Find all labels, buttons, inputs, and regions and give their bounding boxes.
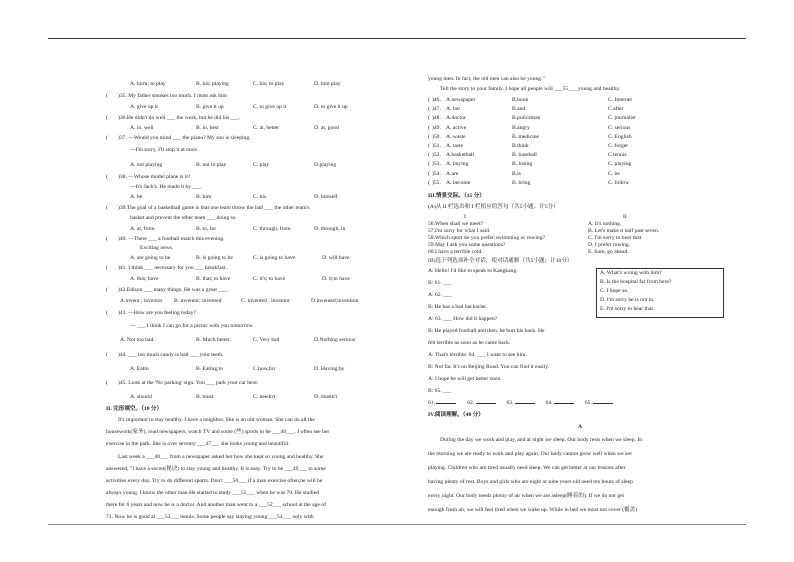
- option: B. must: [196, 394, 214, 400]
- option: B. not to play: [196, 162, 227, 168]
- option: C.how,for: [253, 366, 276, 372]
- paren: (: [106, 93, 108, 99]
- cloze-option: A. waste: [446, 133, 466, 140]
- option: C. is going to have: [253, 255, 296, 261]
- option: C. invented ; inventor: [241, 298, 290, 304]
- question-35: )35. My father smokes too much. I must ask him: [118, 93, 227, 99]
- question-43: )43. —How are you feeling today?: [118, 310, 196, 316]
- cloze-option: B. baseball: [512, 152, 537, 159]
- question-39-cont: basket and prevent the other team ___ doing so: [130, 215, 236, 221]
- answer-blank[interactable]: [593, 403, 613, 404]
- option: B. is going to be: [196, 255, 233, 261]
- option: A. this; have: [130, 276, 159, 282]
- box-option: B. Is the hospital far from here?: [600, 279, 672, 285]
- option: B. that; to have: [196, 276, 231, 282]
- dialogue-line: felt terrible as soon as he came back.: [428, 340, 511, 346]
- cloze-option: B.think: [512, 143, 529, 149]
- option: B. inventor; invented: [174, 298, 222, 304]
- option: C. play: [253, 162, 270, 168]
- answer-blank[interactable]: [436, 403, 456, 404]
- match-question: 59.May I ask you some questions?: [428, 242, 506, 248]
- cloze-option: B.book: [512, 97, 529, 103]
- passage-line: answered, "I have a secret(秘诀) to stay young and healthy. It is easy. Try to be ___49___ in some: [106, 466, 326, 472]
- option: A. in, well: [130, 125, 154, 131]
- answer-blank[interactable]: [476, 403, 496, 404]
- cloze-option: C. journalist: [608, 115, 636, 122]
- match-answer: A. It's nothing.: [588, 221, 622, 227]
- option: A. give up it: [130, 104, 158, 110]
- paren: (: [106, 236, 108, 242]
- blank-label: 64.: [545, 400, 553, 406]
- option: D. to give it up: [314, 104, 348, 110]
- cloze-option: C. forget: [608, 143, 628, 149]
- cloze-option: A. active: [446, 124, 467, 131]
- match-answer: B. Let's make it half past seven.: [588, 228, 660, 234]
- paren: (: [428, 179, 430, 186]
- passage-line: enough fresh air, we will feel tired when we wake up. While in bed we must not cover (覆盖): [428, 507, 638, 513]
- cloze-option: A. become: [446, 179, 471, 186]
- option: A. Eatin: [130, 366, 149, 372]
- answer-blank-row: [428, 401, 613, 407]
- section-heading: III.情景交际。（15 分）: [428, 193, 485, 199]
- paren: (: [106, 310, 108, 316]
- cloze-option: A. but: [446, 106, 460, 113]
- cloze-number: )48.: [432, 115, 441, 122]
- passage-line: During the day we work and play, and at night we sleep. Our body rests when we sleep. In: [440, 437, 643, 443]
- instruction: (B)选下列选项补全对话，使对话通顺（共5小题；计10分）: [428, 258, 573, 264]
- option: D. himself: [314, 194, 338, 200]
- cloze-option: C. Internet: [608, 97, 632, 103]
- passage-line: the morning we are ready to work and play again. Our body cannot grow well when we are: [428, 451, 632, 457]
- cloze-number: )51.: [432, 143, 441, 149]
- option: D. it;to have: [322, 276, 350, 282]
- option: B. his; playing: [196, 81, 229, 87]
- question-43-reply: — ___ I think I can go for a picnic with you tomorrow.: [130, 323, 254, 329]
- option: C. his: [253, 194, 267, 200]
- match-question: 58.Which sport do you prefer:swimming or rowing?: [428, 235, 545, 241]
- match-answer: C. I'm sorry to hear that.: [588, 235, 643, 241]
- blank-label: 65.: [584, 400, 592, 406]
- option: D.invented;invention: [311, 298, 359, 304]
- box-option: C. I hope so.: [600, 288, 629, 294]
- option: D.Nothing serious: [314, 337, 356, 343]
- dialogue-line: A: That's terrible. 64. ___ I want to see him.: [428, 352, 527, 358]
- option: C. his; to play: [253, 81, 285, 87]
- dialogue-line: B: 65. ___: [428, 388, 452, 394]
- cloze-option: A.are: [446, 170, 459, 177]
- cloze-option: B.and: [512, 106, 526, 113]
- passage-line: Last week a ___48___ from a newspaper asked her how she kept so young and healthy. She: [118, 454, 324, 460]
- cloze-number: )52.: [432, 152, 441, 159]
- option: C. at, better: [253, 125, 280, 131]
- blank-label: 61.: [428, 400, 435, 406]
- paren: (: [428, 133, 430, 140]
- options-box: [596, 268, 724, 318]
- paren: (: [428, 143, 430, 149]
- question-37-reply: —I'm sorry, I'll stop it at once.: [130, 147, 199, 153]
- paren: (: [428, 170, 430, 177]
- option: C. through, from: [253, 226, 291, 232]
- cloze-number: )46.: [432, 97, 441, 103]
- passage-line: 71. Now he is good at ___53___ tennis. Some people say staying young ___54___ only with: [106, 514, 314, 520]
- paren: (: [428, 152, 430, 159]
- paren: (: [106, 174, 108, 180]
- dialogue-line: B: Not far. It's on Beijing Road. You can find it easily.: [428, 364, 550, 370]
- match-question: 60.I have a terrible cold.: [428, 249, 483, 255]
- passage-line: there for 6 years and now he is a doctor. And another man went to a ___52___ school at the age of: [106, 502, 326, 508]
- answer-blank[interactable]: [515, 403, 535, 404]
- cloze-option: B. medicine: [512, 133, 540, 140]
- passage-line: every night. Our body needs plenty of air when we are asleep(睡着的). If we do not get: [428, 493, 625, 499]
- cloze-option: C. English: [608, 133, 632, 140]
- question-40-reply: Exciting news.: [140, 245, 174, 251]
- cloze-option: C. serious: [608, 124, 631, 131]
- box-option: E. I'm sorry to hear that.: [600, 306, 655, 312]
- paren: (: [428, 124, 430, 131]
- option: B. him: [196, 194, 212, 200]
- paren: (: [106, 265, 108, 271]
- cloze-number: )55.: [432, 179, 441, 186]
- option: D. through, in: [314, 226, 346, 232]
- paren: (: [428, 97, 430, 103]
- passage-line: young men. In fact, the old men can also be young.": [428, 76, 545, 82]
- instruction: (A)从 II 栏选出和 I 栏相应的答句（共5小题；计5分）: [428, 204, 559, 210]
- cloze-option: B. losing: [512, 161, 533, 168]
- box-option: D. I'm sorry he is not in.: [600, 297, 655, 303]
- paren: (: [106, 205, 108, 211]
- question-44: )44. ___ too much candy is bad ___ your teeth.: [118, 352, 224, 358]
- cloze-option: A.doctor: [446, 115, 466, 122]
- answer-blank[interactable]: [554, 403, 574, 404]
- question-38: )38. —Whose model plane is it?: [118, 174, 191, 180]
- bottom-rule: [48, 524, 746, 525]
- question-40: )40. —There ___ a football match this evening.: [118, 236, 225, 242]
- option: A. should: [130, 394, 152, 400]
- dialogue-line: A: 62. ___: [428, 292, 452, 298]
- question-42: )42.Edison ___ many things. He was a great ___.: [118, 287, 229, 293]
- cloze-option: A. buying: [446, 161, 469, 168]
- dialogue-line: A: 63. ___ How did it happen?: [428, 316, 498, 322]
- cloze-option: A.newspaper: [446, 97, 476, 103]
- cloze-number: )53.: [432, 161, 441, 168]
- cloze-option: C.after: [608, 106, 624, 113]
- paren: (: [106, 287, 108, 293]
- cloze-option: C.tennis: [608, 152, 627, 159]
- cloze-option: C. playing: [608, 161, 632, 168]
- cloze-option: A.basketball: [446, 152, 475, 159]
- column-label: II: [623, 214, 627, 220]
- blank-label: 62.: [467, 400, 475, 406]
- dialogue-line: B: 61. ___: [428, 280, 452, 286]
- question-38-reply: —It's Jack's. He made it by ___.: [130, 184, 203, 190]
- paren: (: [106, 115, 108, 121]
- dialogue-line: B: He played football and then, he hurt his back. He: [428, 328, 545, 334]
- paren: (: [428, 161, 430, 168]
- paren: (: [106, 352, 108, 358]
- paren: (: [106, 380, 108, 386]
- passage-line: exercise in the park. She is over seventy ___47___ she looks young and beautiful.: [106, 441, 290, 447]
- match-question: 57.I'm sorry for what I said.: [428, 228, 491, 234]
- cloze-option: B.policeman: [512, 115, 541, 122]
- section-heading: IV.阅读理解。（40 分）: [428, 412, 484, 418]
- option: A. are going to be: [130, 255, 171, 261]
- cloze-number: )49.: [432, 124, 441, 131]
- question-45: )45. Look at the 'No parking' sign. You ___ park your car here.: [118, 380, 259, 386]
- cloze-option: B.is: [512, 170, 521, 177]
- passage-line: always young. I know the other man.He started to study ___51___ when he was 70. He studied: [106, 490, 319, 496]
- option: D. will have: [322, 255, 350, 261]
- paren: (: [428, 115, 430, 122]
- dialogue-line: B: He has a bad backache.: [428, 304, 488, 310]
- option: C. to give up it: [253, 104, 287, 110]
- option: A. at, from: [130, 226, 155, 232]
- option: B. Much better.: [196, 337, 231, 343]
- question-41: )41. I think ___ necessary for you ___ breakfast.: [118, 265, 227, 271]
- passage-label: A: [578, 424, 583, 430]
- option: B. to, for: [196, 226, 217, 232]
- question-39: )39.The goal of a basketball game is that one team throw the ball ___ the other team's: [118, 205, 310, 211]
- option: D. at, good: [314, 125, 339, 131]
- question-37: )37. —Would you mind ___ the piano? My son is sleeping.: [118, 135, 251, 141]
- cloze-option: B.angry: [512, 124, 530, 131]
- top-rule: [48, 38, 746, 39]
- dialogue-line: A: Hello! I'd like to speak to Kangkang.: [428, 268, 518, 274]
- question-36: )36.He didn't do well ___ the work, but he did his ___.: [118, 115, 241, 121]
- cloze-number: )54.: [432, 170, 441, 177]
- cloze-number: )47.: [432, 106, 441, 113]
- option: D. mustn't: [314, 394, 338, 400]
- cloze-option: A. taste: [446, 143, 464, 149]
- option: B. Eating,to: [196, 366, 223, 372]
- option: D. him play: [314, 81, 341, 87]
- passage-line: activities every day. Try to do different sports. Don't ___50___ if a man exercise often,he will be: [106, 478, 323, 484]
- passage-line: having plenty of rest. Boys and girls who are eight or nine years old need ten hours of sleep: [428, 479, 633, 485]
- cloze-option: C. follow: [608, 179, 630, 186]
- match-answer: E. Sure, go ahead.: [588, 249, 629, 255]
- passage-line: It's important to stay healthy. I have a neighbor. She is an old woman. She can do all the: [118, 417, 315, 423]
- dialogue-line: A: I hope he will get better soon.: [428, 376, 502, 382]
- column-label: I: [464, 214, 466, 220]
- passage-line: housework(家务), read newspapers, watch TV and some (些) sports to be ___46___. I often see her: [106, 429, 330, 435]
- passage-line: Tell the story to your family. I hope all people will ___55___ young and healthy.: [440, 86, 621, 92]
- option: D. Having;by: [314, 366, 345, 372]
- box-option: A. What's wrong with him?: [600, 270, 662, 276]
- option: C. Very bad: [253, 337, 280, 343]
- option: B. in, best: [196, 125, 219, 131]
- option: B. give it up: [196, 104, 224, 110]
- option: A. not playing: [130, 162, 163, 168]
- passage-line: playing. Children who are tired usually need sleep. We can get better at our lessons after: [428, 465, 626, 471]
- option: D.playing: [314, 162, 337, 168]
- section-heading: II. 完形填空。（10 分）: [106, 406, 163, 412]
- option: C. it's; to have: [253, 276, 286, 282]
- paren: (: [428, 106, 430, 113]
- cloze-option: B. bring: [512, 179, 531, 186]
- cloze-number: )50.: [432, 133, 441, 140]
- match-question: 56.When shall we meet?: [428, 221, 483, 227]
- match-answer: D. I prefer rowing.: [588, 242, 631, 248]
- option: A.invent ; inventor: [120, 298, 163, 304]
- blank-label: 63.: [506, 400, 514, 406]
- option: C. needn't: [253, 394, 276, 400]
- option: A. hirm; to play: [130, 81, 166, 87]
- paren: (: [106, 135, 108, 141]
- cloze-option: C. be: [608, 170, 620, 177]
- option: A. he: [130, 194, 143, 200]
- option: A. Not too bad.: [120, 337, 155, 343]
